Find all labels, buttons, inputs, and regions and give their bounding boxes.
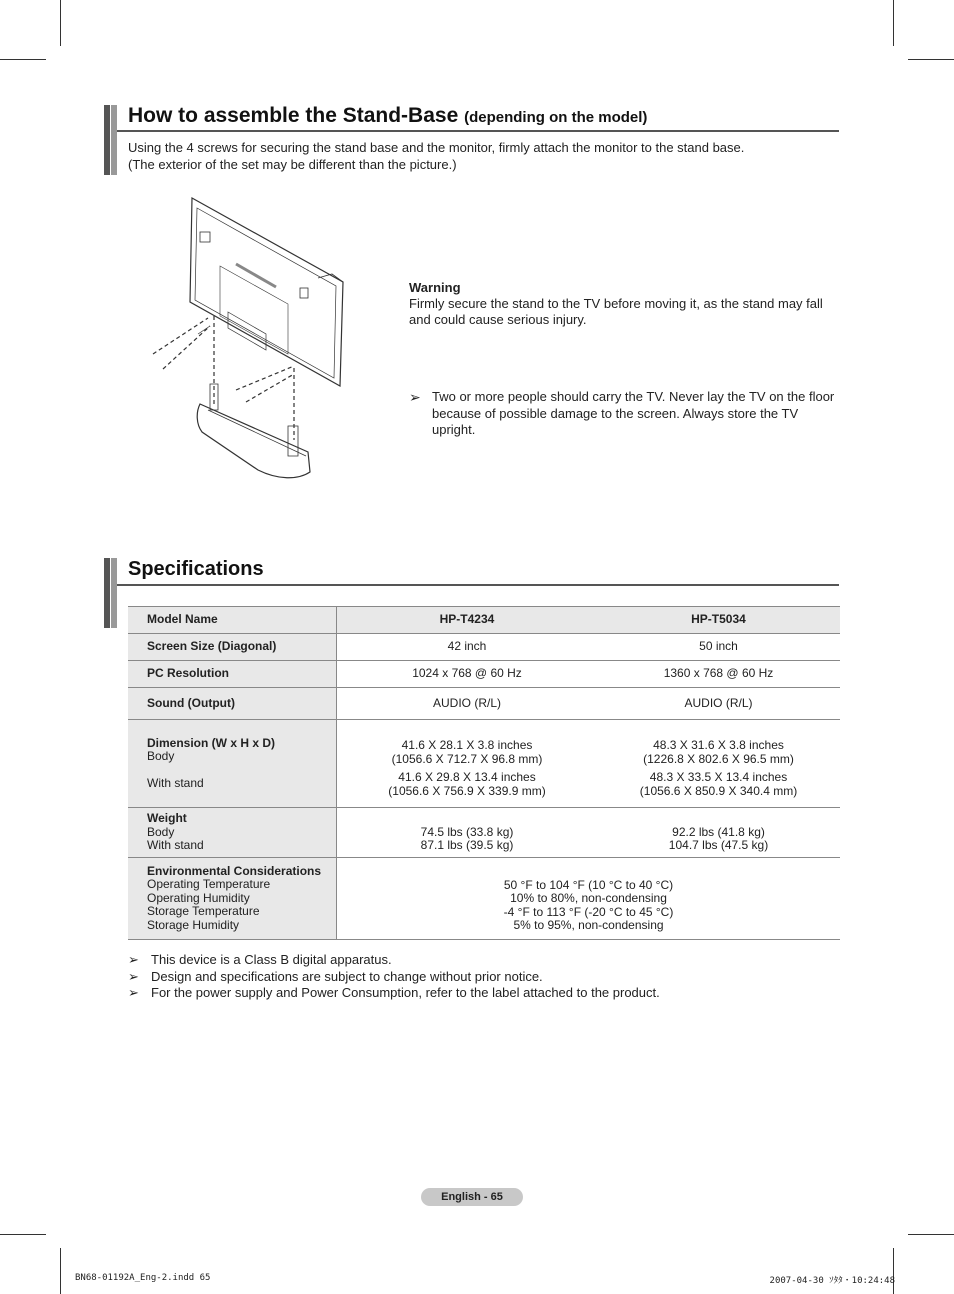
arrow-bullet-icon: ➢ <box>409 389 421 405</box>
footnote-text: For the power supply and Power Consumption, refer to the label attached to the product. <box>151 985 660 1000</box>
cell-value-group <box>337 808 598 858</box>
footnote-text: Design and specifications are subject to change without prior notice. <box>151 968 543 984</box>
row-label: Weight <box>147 811 187 826</box>
row-sublabel: Body <box>147 824 175 839</box>
row-label: Sound (Output) <box>128 688 337 720</box>
table-header-label: Model Name <box>128 607 337 634</box>
assembly-intro <box>128 139 744 173</box>
crop-mark <box>60 0 61 46</box>
row-label: PC Resolution <box>128 661 337 688</box>
assembly-title: How to assemble the Stand-Base <box>128 104 459 127</box>
intro-line: (The exterior of the set may be different than the picture.) <box>128 157 457 172</box>
section-title-assembly <box>128 104 647 128</box>
row-sublabel: Body <box>147 749 175 764</box>
row-label-environment <box>128 858 337 940</box>
row-label-weight <box>128 808 337 858</box>
cell-value: 48.3 X 31.6 X 3.8 inches <box>653 738 784 752</box>
print-slug-right: 2007-04-30 ｿﾀﾀ・10:24:48 <box>769 1276 895 1286</box>
warning-text: Firmly secure the stand to the TV before moving it, as the stand may fall and could cause serious injury. <box>409 296 823 327</box>
cell-value: (1226.8 X 802.6 X 96.5 mm) <box>643 751 794 766</box>
section-title-specifications: Specifications <box>128 558 264 580</box>
footnote-text: This device is a Class B digital apparatus. <box>151 952 392 967</box>
print-slug-left: BN68-01192A_Eng-2.indd 65 <box>75 1273 211 1283</box>
cell-value-group <box>337 858 841 940</box>
cell-value: 41.6 X 28.1 X 3.8 inches <box>401 738 533 752</box>
cell-value: 104.7 lbs (47.5 kg) <box>668 838 769 852</box>
cell-value: 1024 x 768 @ 60 Hz <box>337 661 598 688</box>
warning-title: Warning <box>409 280 461 295</box>
cell-value: -4 °F to 113 °F (-20 °C to 45 °C) <box>503 904 674 919</box>
cell-value-group <box>337 720 598 808</box>
cell-value: 42 inch <box>337 634 598 661</box>
crop-mark <box>0 59 46 60</box>
row-sublabel: Storage Temperature <box>147 904 260 919</box>
tv-stand-assembly-illustration <box>148 194 348 494</box>
cell-value: 87.1 lbs (39.5 kg) <box>420 838 514 852</box>
footnotes <box>128 952 660 1002</box>
intro-line: Using the 4 screws for securing the stand base and the monitor, firmly attach the monitor to the stand base. <box>128 140 745 155</box>
row-sublabel: With stand <box>147 775 204 790</box>
table-row <box>128 661 840 688</box>
cell-value: 92.2 lbs (41.8 kg) <box>672 824 765 839</box>
row-sublabel: Operating Humidity <box>147 890 250 905</box>
cell-value: 5% to 95%, non-condensing <box>513 918 664 932</box>
list-item <box>128 952 660 969</box>
note-block <box>409 389 839 439</box>
table-header-model1: HP-T4234 <box>337 607 598 634</box>
cell-value-group <box>597 720 840 808</box>
table-row <box>128 688 840 720</box>
cell-value: (1056.6 X 756.9 X 339.9 mm) <box>388 783 546 798</box>
crop-mark <box>908 1234 954 1235</box>
cell-value: 74.5 lbs (33.8 kg) <box>420 824 514 839</box>
title-rule <box>117 130 839 132</box>
table-row <box>128 858 840 940</box>
table-header-model2: HP-T5034 <box>597 607 840 634</box>
cell-value: (1056.6 X 712.7 X 96.8 mm) <box>391 751 543 766</box>
assembly-title-sub: (depending on the model) <box>464 109 648 126</box>
table-row <box>128 607 840 634</box>
crop-mark <box>0 1234 46 1235</box>
table-row <box>128 808 840 858</box>
crop-mark <box>893 1248 894 1294</box>
section-bar <box>104 558 110 628</box>
row-label-dimension <box>128 720 337 808</box>
cell-value: AUDIO (R/L) <box>597 688 840 720</box>
specifications-table <box>128 606 840 940</box>
cell-value: 10% to 80%, non-condensing <box>510 891 667 905</box>
list-item <box>128 969 660 986</box>
cell-value-group <box>597 808 840 858</box>
cell-value: 41.6 X 29.8 X 13.4 inches <box>398 770 536 784</box>
cell-value: AUDIO (R/L) <box>337 688 598 720</box>
table-row <box>128 634 840 661</box>
table-row <box>128 720 840 808</box>
crop-mark <box>893 0 894 46</box>
arrow-bullet-icon: ➢ <box>128 985 139 1000</box>
row-sublabel: With stand <box>147 838 204 853</box>
list-item <box>128 985 660 1002</box>
cell-value: 1360 x 768 @ 60 Hz <box>597 661 840 688</box>
page-number-badge: English - 65 <box>421 1188 523 1206</box>
arrow-bullet-icon: ➢ <box>128 968 139 984</box>
crop-mark <box>908 59 954 60</box>
cell-value: (1056.6 X 850.9 X 340.4 mm) <box>639 783 798 798</box>
arrow-bullet-icon: ➢ <box>128 952 139 967</box>
row-label: Environmental Considerations <box>147 863 322 878</box>
warning-block <box>409 280 839 328</box>
row-label: Dimension (W x H x D) <box>147 735 276 750</box>
cell-value: 50 °F to 104 °F (10 °C to 40 °C) <box>503 877 674 892</box>
crop-mark <box>60 1248 61 1294</box>
section-bar <box>104 105 110 175</box>
note-text: Two or more people should carry the TV. Never lay the TV on the floor because of possible damage to the screen. Always store the TV upright. <box>432 389 835 437</box>
row-label: Screen Size (Diagonal) <box>128 634 337 661</box>
row-sublabel: Storage Humidity <box>147 917 240 932</box>
title-rule <box>117 584 839 586</box>
cell-value: 48.3 X 33.5 X 13.4 inches <box>649 770 788 784</box>
section-bar <box>111 558 117 628</box>
row-sublabel: Operating Temperature <box>147 877 271 892</box>
section-bar <box>111 105 117 175</box>
cell-value: 50 inch <box>597 634 840 661</box>
